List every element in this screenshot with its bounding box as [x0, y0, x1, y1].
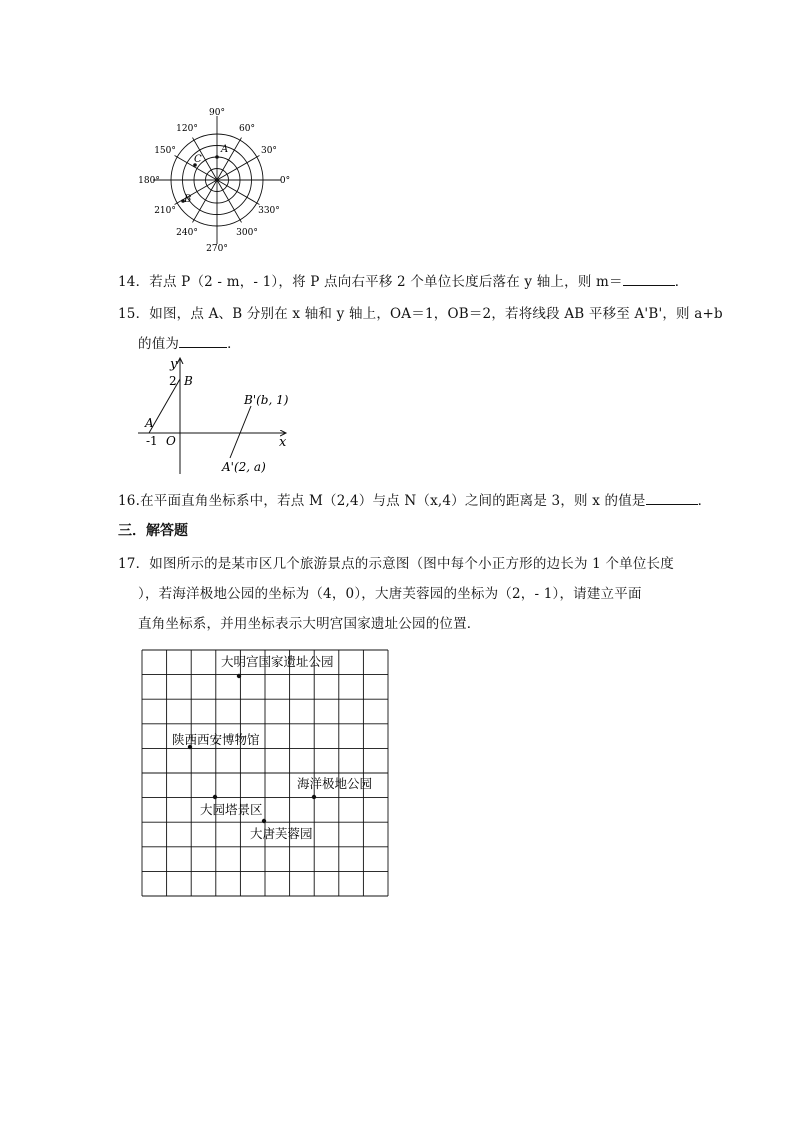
question-15-cont — [138, 332, 241, 352]
polar-ray-210 — [175, 180, 217, 205]
polar-angle-label: 330° — [258, 206, 280, 216]
tourist-map — [140, 646, 392, 898]
q15-answer-blank[interactable] — [179, 335, 227, 348]
label-dayanta: 大园塔景区 — [200, 802, 263, 817]
q15-line2: 的值为 — [138, 336, 180, 352]
dot-ocean-park — [312, 795, 316, 799]
polar-point-label: C — [194, 154, 202, 165]
question-17-cont-1 — [138, 582, 642, 602]
polar-angle-label: 90° — [209, 108, 225, 118]
polar-angle-label: 60° — [239, 124, 255, 135]
q15-tick-minus1: -1 — [146, 434, 158, 448]
polar-angle-label: 120° — [176, 124, 198, 135]
polar-point-label: B — [184, 194, 192, 205]
polar-angle-label: 150° — [154, 146, 176, 156]
polar-angle-label: 240° — [176, 227, 198, 238]
q16-answer-blank[interactable] — [646, 492, 698, 505]
question-15 — [118, 302, 723, 322]
polar-point-label: A — [221, 144, 229, 155]
question-14 — [118, 270, 688, 290]
q14-number: 14． — [118, 274, 150, 290]
question-17 — [118, 552, 674, 572]
q15-point-A: A — [145, 416, 154, 430]
q14-end: ． — [674, 274, 689, 290]
q15-end: ． — [227, 336, 241, 352]
dot-daminggong — [237, 674, 241, 678]
polar-angle-label: 30° — [260, 146, 277, 156]
label-daminggong: 大明宫国家遗址公园 — [221, 654, 334, 669]
polar-figure — [138, 100, 308, 255]
q14-answer-blank[interactable] — [623, 273, 675, 286]
label-ocean-park: 海洋极地公园 — [297, 776, 373, 791]
q15-number: 15． — [118, 306, 150, 322]
q15-tick-2: 2 — [169, 374, 177, 388]
polar-point-dot — [215, 155, 219, 159]
question-16 — [118, 489, 711, 509]
polar-angle-label: 210° — [154, 206, 176, 216]
section-3-heading: 三．解答题 — [118, 523, 188, 539]
q16-end: ． — [697, 493, 712, 509]
dot-dayanta — [213, 795, 217, 799]
q15-point-A-prime: A'(2, a) — [222, 460, 266, 474]
q15-point-B-prime: B'(b, 1) — [244, 393, 289, 407]
polar-angle-label: 300° — [236, 227, 258, 238]
q14-text: 若点 P（2 - m，- 1），将 P 点向右平移 2 个单位长度后落在 y 轴上，则 m＝ — [149, 274, 623, 290]
q17-line3: 直角坐标系，并用坐标表示大明宫国家遗址公园的位置． — [138, 616, 481, 632]
polar-ray-330 — [217, 180, 259, 205]
q16-number: 16. — [118, 493, 141, 509]
polar-angle-label: 270° — [206, 244, 228, 254]
polar-ray-30 — [217, 156, 259, 181]
q15-figure — [138, 352, 298, 477]
q15-y-label: y — [170, 357, 178, 372]
polar-angle-label: 180° — [138, 176, 160, 186]
label-datang-furong: 大唐芙蓉园 — [250, 826, 313, 841]
question-17-cont-2 — [138, 612, 481, 632]
segment-A-prime-B-prime — [230, 406, 251, 458]
polar-ray-240 — [193, 180, 218, 222]
q15-line1: 如图，点 A、B 分别在 x 轴和 y 轴上，OA＝1，OB＝2，若将线段 AB 平移至 A'B'，则 a+b — [149, 306, 723, 322]
polar-angle-label: 0° — [279, 176, 291, 186]
q17-line1: 如图所示的是某市区几个旅游景点的示意图（图中每个小正方形的边长为 1 个单位长度 — [149, 556, 674, 572]
dot-datang-furong — [262, 819, 266, 823]
polar-ray-300 — [217, 180, 242, 222]
q16-text: 在平面直角坐标系中，若点 M（2,4）与点 N（x,4）之间的距离是 3，则 x 的值是 — [140, 493, 646, 509]
q15-point-B: B — [184, 374, 193, 388]
q15-x-label: x — [279, 435, 287, 450]
q17-number: 17． — [118, 556, 150, 572]
q17-line2: ），若海洋极地公园的坐标为（4，0），大唐芙蓉园的坐标为（2，- 1），请建立平面 — [138, 586, 642, 602]
q15-origin-label: O — [166, 434, 176, 448]
label-shaanxi-museum: 陕西西安博物馆 — [172, 732, 260, 747]
